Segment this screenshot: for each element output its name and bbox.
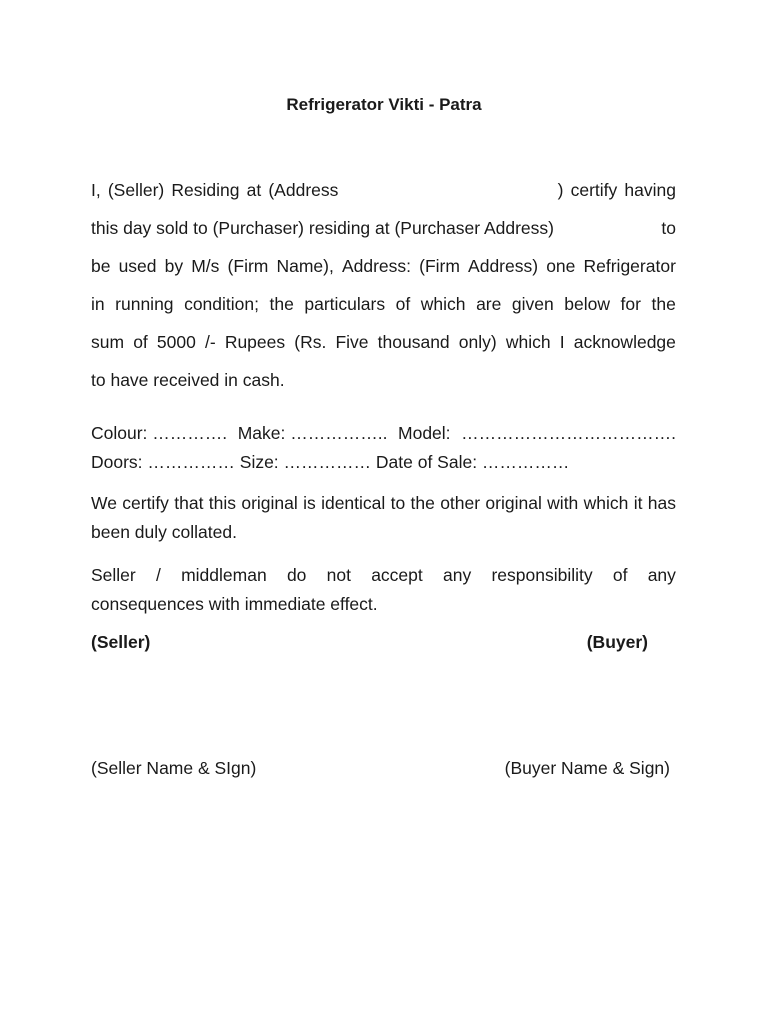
spec-make: Make: …………….. (237, 423, 388, 443)
intro-line-2 (91, 216, 676, 254)
name-sign-row (91, 758, 676, 779)
intro-word: certify (570, 180, 618, 200)
intro-word: 5000 (156, 332, 196, 352)
disclaimer-word: not (326, 565, 351, 585)
intro-word: having (624, 180, 676, 200)
certification-paragraph: We certify that this original is identical to the other original with which it has been duly collated. (91, 493, 676, 542)
intro-word: Refrigerator (583, 256, 676, 276)
intro-word: I (559, 332, 565, 352)
intro-word: (Firm (227, 256, 269, 276)
intro-line-3 (91, 254, 676, 292)
intro-word: /- (204, 332, 216, 352)
signature-labels (91, 632, 676, 653)
intro-word: Address: (341, 256, 412, 276)
intro-word: the (651, 294, 676, 314)
seller-name-sign: (Seller Name & SIgn) (91, 758, 257, 778)
disclaimer-line-2: consequences with immediate effect. (91, 594, 378, 614)
disclaimer-word: accept (371, 565, 423, 585)
spec-model-label: Model: (398, 423, 451, 443)
seller-label: (Seller) (91, 632, 151, 652)
intro-line-1 (91, 178, 676, 216)
intro-word: ) (557, 180, 564, 200)
disclaimer-word: middleman (181, 565, 267, 585)
intro-word: acknowledge (573, 332, 676, 352)
intro-word: below (564, 294, 611, 314)
intro-word: Five (335, 332, 369, 352)
disclaimer-line-1 (91, 561, 676, 590)
intro-word: given (511, 294, 554, 314)
intro-word: (Address (268, 180, 339, 200)
intro-word: only) (458, 332, 497, 352)
refrigerator-specs (91, 419, 676, 477)
intro-word: which (420, 294, 466, 314)
intro-word: at (246, 180, 262, 200)
intro-line-4 (91, 292, 676, 330)
intro-word: of (133, 332, 148, 352)
specs-row-1 (91, 419, 676, 448)
intro-word: to (661, 218, 676, 238)
intro-word: the (269, 294, 294, 314)
intro-word: condition; (184, 294, 259, 314)
intro-word: be (91, 256, 111, 276)
intro-word: which (505, 332, 551, 352)
intro-line-5 (91, 330, 676, 368)
intro-line-6 (91, 368, 676, 406)
disclaimer-word: do (286, 565, 307, 585)
intro-word: to have received in cash. (91, 370, 285, 390)
disclaimer-word: of (612, 565, 628, 585)
intro-word: (Rs. (294, 332, 327, 352)
intro-word: I, (91, 180, 101, 200)
intro-paragraph (91, 178, 676, 406)
disclaimer-word: any (647, 565, 676, 585)
intro-word: Rupees (224, 332, 286, 352)
intro-word: used (118, 256, 157, 276)
intro-word: running (115, 294, 174, 314)
intro-word: (Seller) (107, 180, 165, 200)
intro-word: one (546, 256, 576, 276)
disclaimer-word: any (443, 565, 472, 585)
intro-word: sum (91, 332, 125, 352)
intro-word: in (91, 294, 105, 314)
document-title: Refrigerator Vikti - Patra (286, 95, 482, 114)
intro-word: this day sold to (Purchaser) residing at (Purchaser Address) (91, 218, 554, 238)
intro-word: (Firm (419, 256, 460, 276)
intro-word: by (164, 256, 184, 276)
buyer-name-sign: (Buyer Name & Sign) (504, 758, 670, 778)
intro-word: for (620, 294, 641, 314)
intro-word: are (476, 294, 502, 314)
intro-word: particulars (304, 294, 386, 314)
intro-word: thousand (377, 332, 450, 352)
intro-word: of (395, 294, 411, 314)
specs-row-2: Doors: …………… Size: …………… Date of Sale: …………… (91, 452, 570, 472)
buyer-label: (Buyer) (586, 632, 648, 652)
intro-word: Address) (468, 256, 539, 276)
spec-colour: Colour: …………. (91, 423, 228, 443)
disclaimer-paragraph (91, 561, 676, 619)
disclaimer-word: responsibility (491, 565, 593, 585)
address-blank (346, 178, 551, 216)
disclaimer-word: / (155, 565, 161, 585)
intro-word: M/s (191, 256, 220, 276)
spec-model-value: ………………………………. (461, 423, 676, 443)
intro-word: Name), (276, 256, 334, 276)
intro-word: Residing (171, 180, 240, 200)
disclaimer-word: Seller (91, 565, 136, 585)
